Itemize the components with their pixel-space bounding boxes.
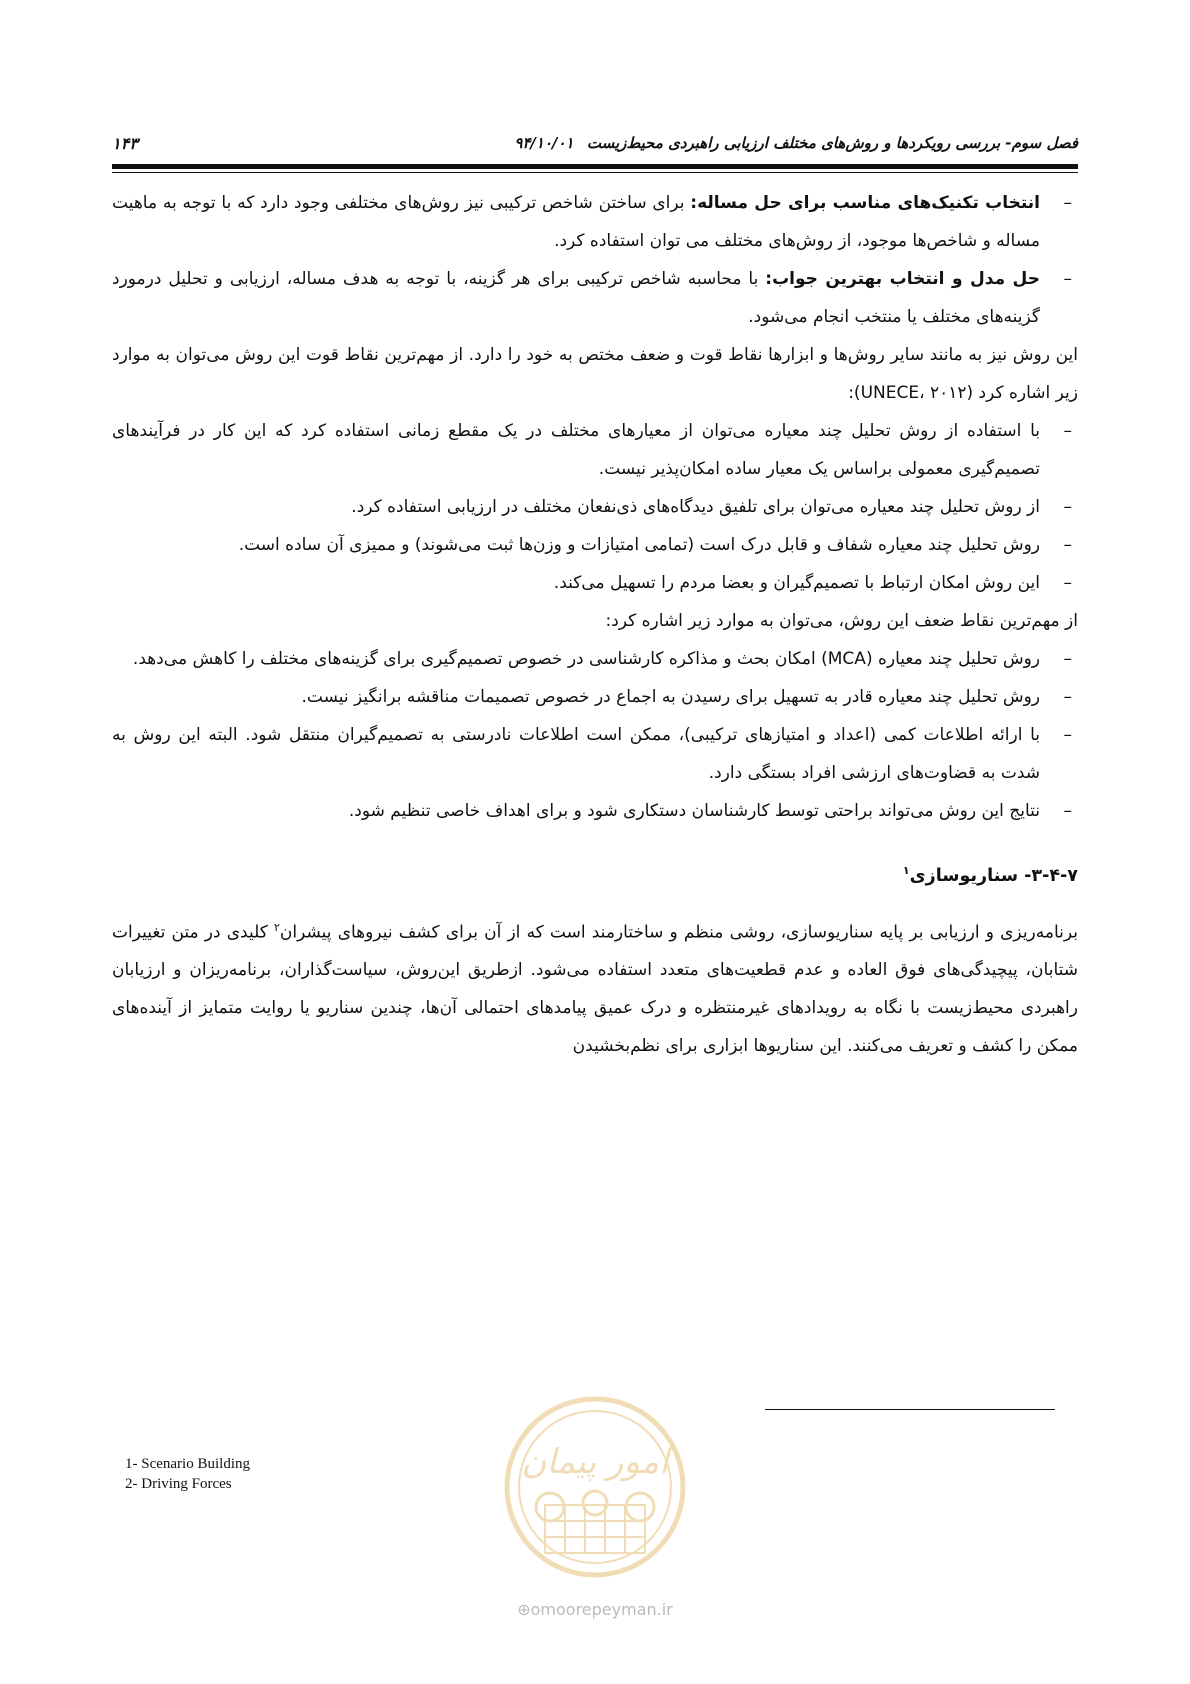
- main-text: [112, 184, 1078, 1065]
- bullet-text: با محاسبه شاخص ترکیبی برای هر گزینه، با توجه به هدف مساله، ارزیابی و تحلیل درمورد گزینه‌های مختلف یا منتخب انجام می‌شود.: [112, 269, 1040, 327]
- running-title: [514, 134, 1078, 152]
- footnote-1: 1- Scenario Building: [125, 1456, 250, 1472]
- footnote-ref: ۱: [902, 864, 910, 877]
- header-date: ۹۴/۱۰/۰۱: [514, 134, 574, 152]
- strength-text: این روش امکان ارتباط با تصمیم‌گیران و بعضا مردم را تسهیل می‌کند.: [553, 573, 1040, 593]
- weakness-text: روش تحلیل چند معیاره قادر به تسهیل برای رسیدن به اجماع در خصوص تصمیمات مناقشه برانگیز نیست.: [301, 687, 1040, 707]
- strengths-intro: این روش نیز به مانند سایر روش‌ها و ابزارها نقاط قوت و ضعف مختص به خود را دارد. از مهم‌ترین نقاط قوت این روش می‌توان به موارد زیر اشاره کرد (UNECE، ۲۰۱۲):: [112, 345, 1078, 403]
- chapter-title: فصل سوم- بررسی رویکردها و روش‌های مختلف ارزیابی راهبردی محیط‌زیست: [586, 134, 1078, 152]
- list-item: – این روش امکان ارتباط با تصمیم‌گیران و بعضا مردم را تسهیل می‌کند.: [553, 573, 1072, 593]
- list-item: – از روش تحلیل چند معیاره می‌توان برای تلفیق دیدگاه‌های ذی‌نفعان مختلف در ارزیابی استفاده کرد.: [351, 497, 1072, 517]
- list-item: – حل مدل و انتخاب بهترین جواب: با محاسبه شاخص ترکیبی برای هر گزینه، با توجه به هدف مساله، ارزیابی و تحلیل درمورد گزینه‌های مختلف یا منتخب انجام می‌شود.: [112, 269, 1072, 327]
- page-header: [112, 128, 1078, 168]
- weaknesses-intro: از مهم‌ترین نقاط ضعف این روش، می‌توان به موارد زیر اشاره کرد:: [605, 611, 1078, 631]
- watermark-url: ⊕omoorepeyman.ir: [517, 1600, 673, 1619]
- strength-text: با استفاده از روش تحلیل چند معیاره می‌توان از معیارهای مختلف در یک مقطع زمانی استفاده کرد که این کار در فرآیندهای تصمیم‌گیری معمولی براساس یک معیار ساده امکان‌پذیر نیست.: [112, 421, 1040, 479]
- header-rule-thick: [112, 164, 1078, 169]
- list-item: – روش تحلیل چند معیاره (MCA) امکان بحث و مذاکره کارشناسی در خصوص تصمیم‌گیری برای گزینه‌های مختلف را کاهش می‌دهد.: [132, 649, 1072, 669]
- header-rule-thin: [112, 172, 1078, 173]
- watermark-seal-icon: [495, 1395, 695, 1580]
- section-heading: ۳-۴-۷- سناریوسازی$^۱$: [902, 864, 1078, 886]
- page-number: ۱۴۳: [112, 134, 138, 153]
- bullet-bold-lead: حل مدل و انتخاب بهترین جواب:: [765, 269, 1040, 289]
- list-item: – روش تحلیل چند معیاره قادر به تسهیل برای رسیدن به اجماع در خصوص تصمیمات مناقشه برانگیز نیست.: [301, 687, 1072, 707]
- list-item: – روش تحلیل چند معیاره شفاف و قابل درک است (تمامی امتیازات و وزن‌ها ثبت می‌شوند) و ممیزی آن ساده است.: [238, 535, 1072, 555]
- strength-text: از روش تحلیل چند معیاره می‌توان برای تلفیق دیدگاه‌های ذی‌نفعان مختلف در ارزیابی استفاده کرد.: [351, 497, 1040, 517]
- bullet-bold-lead: انتخاب تکنیک‌های مناسب برای حل مساله:: [690, 193, 1040, 213]
- footnote-separator: [765, 1409, 1055, 1410]
- footnote-2: 2- Driving Forces: [125, 1476, 232, 1492]
- bullet-text: برای ساختن شاخص ترکیبی نیز روش‌های مختلفی وجود دارد که با توجه به ماهیت مساله و شاخص‌ها موجود، از روش‌های مختلف می توان استفاده کرد.: [112, 193, 1040, 251]
- list-item: – نتایج این روش می‌تواند براحتی توسط کارشناسان دستکاری شود و برای اهداف خاصی تنظیم شود.: [348, 801, 1072, 821]
- footnote-ref: ۲: [274, 920, 280, 934]
- section-paragraph: برنامه‌ریزی و ارزیابی بر پایه سناریوسازی، روشی منظم و ساختارمند است که از آن برای کشف نیروهای پیشران$^۲$ کلیدی در متن تغییرات شتابان، پیچیدگی‌های فوق العاده و عدم قطعیت‌های متعدد استفاده می‌شود. ازطریق این‌روش، سیاست‌گذاران، برنامه‌ریزان و ارزیابان راهبردی محیط‌زیست با نگاه به رویدادهای غیرمنتظره و درک عمیق پیامدهای احتمالی آن‌ها، چندین سناریو یا روایت متمایز از آینده‌های ممکن را کشف و تعریف می‌کنند. این سناریوها ابزاری برای نظم‌بخشیدن: [112, 920, 1078, 1057]
- weakness-text: نتایج این روش می‌تواند براحتی توسط کارشناسان دستکاری شود و برای اهداف خاصی تنظیم شود.: [348, 801, 1040, 821]
- weakness-text: با ارائه اطلاعات کمی (اعداد و امتیازهای ترکیبی)، ممکن است اطلاعات نادرستی به تصمیم‌گیران منتقل شود. البته این روش به شدت به قضاوت‌های ارزشی افراد بستگی دارد.: [112, 725, 1040, 783]
- weakness-text: روش تحلیل چند معیاره (MCA) امکان بحث و مذاکره کارشناسی در خصوص تصمیم‌گیری برای گزینه‌های مختلف را کاهش می‌دهد.: [132, 649, 1040, 669]
- list-item: – انتخاب تکنیک‌های مناسب برای حل مساله: برای ساختن شاخص ترکیبی نیز روش‌های مختلفی وجود دارد که با توجه به ماهیت مساله و شاخص‌ها موجود، از روش‌های مختلف می توان استفاده کرد.: [112, 193, 1072, 251]
- watermark-logo-text: امور پیمان: [521, 1442, 669, 1482]
- list-item: – با استفاده از روش تحلیل چند معیاره می‌توان از معیارهای مختلف در یک مقطع زمانی استفاده کرد که این کار در فرآیندهای تصمیم‌گیری معمولی براساس یک معیار ساده امکان‌پذیر نیست.: [112, 421, 1072, 479]
- strength-text: روش تحلیل چند معیاره شفاف و قابل درک است (تمامی امتیازات و وزن‌ها ثبت می‌شوند) و ممیزی آن ساده است.: [238, 535, 1040, 555]
- footnotes: [125, 1454, 250, 1494]
- list-item: – با ارائه اطلاعات کمی (اعداد و امتیازهای ترکیبی)، ممکن است اطلاعات نادرستی به تصمیم‌گیران منتقل شود. البته این روش به شدت به قضاوت‌های ارزشی افراد بستگی دارد.: [112, 725, 1072, 783]
